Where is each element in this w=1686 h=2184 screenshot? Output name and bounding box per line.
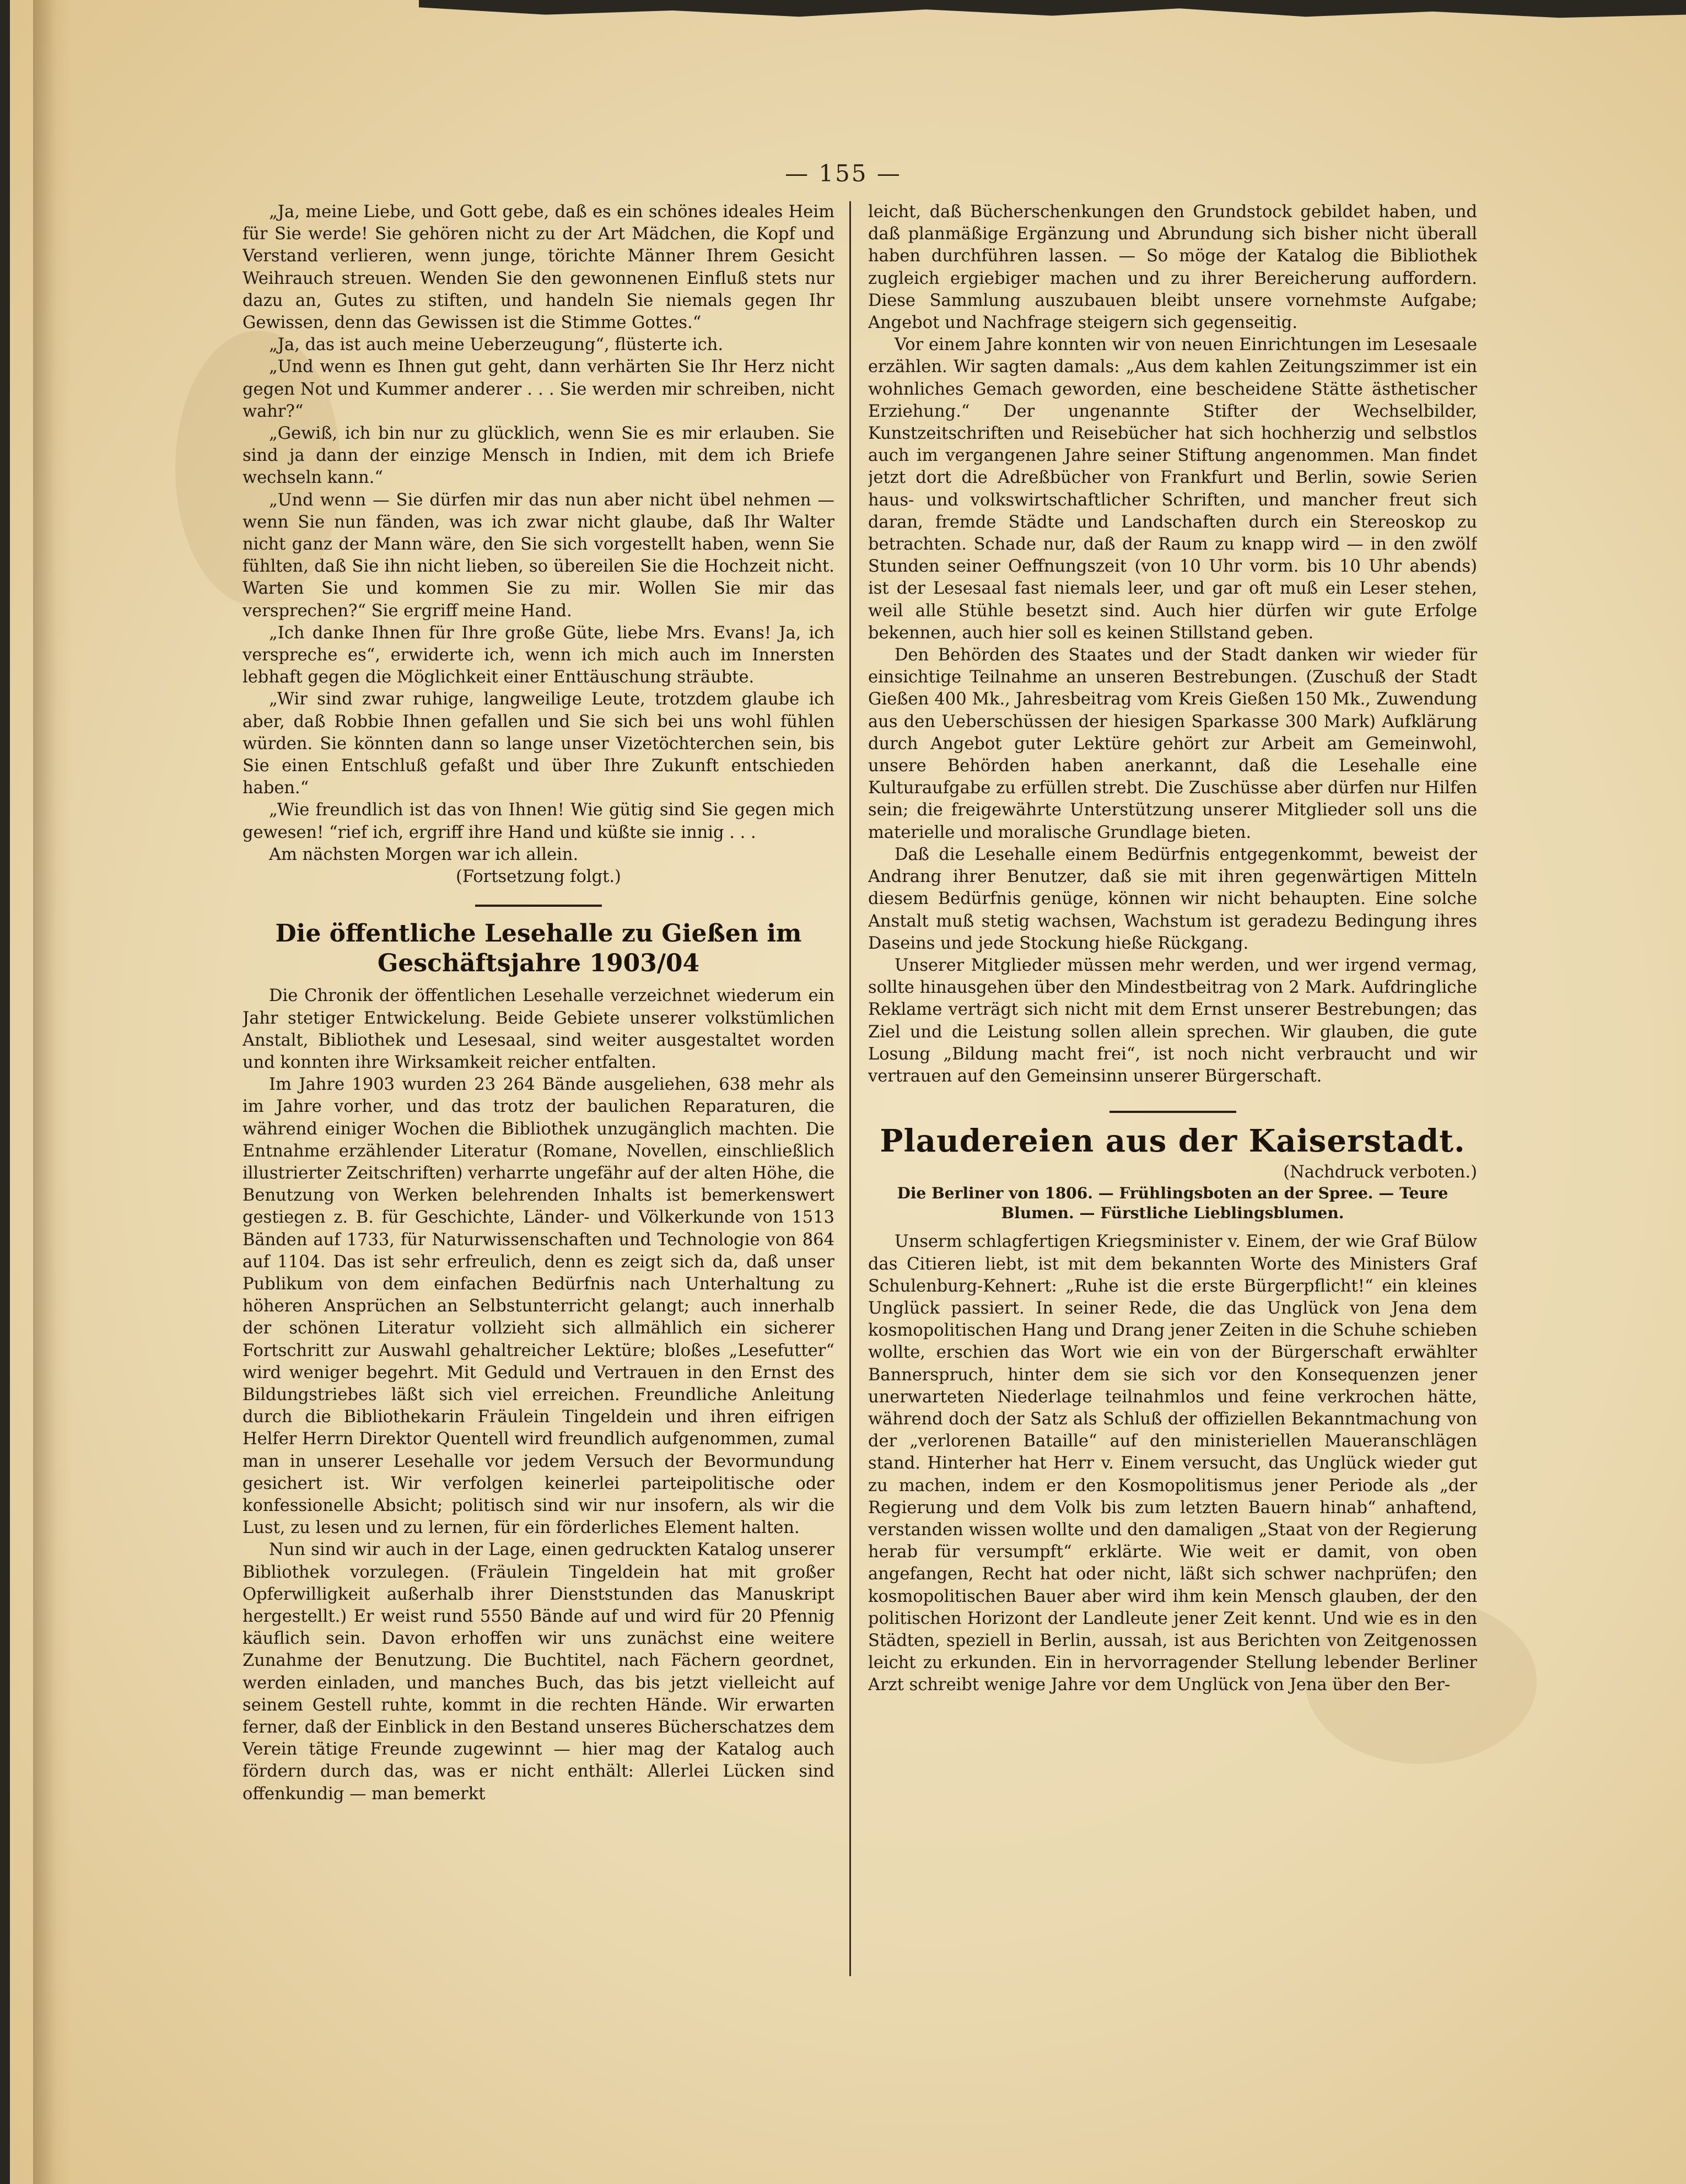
article-paragraph: Den Behörden des Staates und der Stadt danken wir wieder für einsichtige Teilnahme an unseren Bestrebungen. (Zuschuß der Stadt Gießen 400 Mk., Jahresbeitrag vom Kreis Gießen 150 Mk., Zuwendung aus den Ueberschüssen der hiesigen Sparkasse 300 Mark) Aufklärung durch Angebot guter Lektüre gehört zur Arbeit am Gemeinwohl, unsere Behörden haben anerkannt, daß die Lesehalle eine Kulturaufgabe zu erfüllen strebt. Die Zuschüsse aber dürfen nur Hilfen sein; die freigewährte Unterstützung unserer Mitglieder soll uns die materielle und moralische Grundlage bieten. [868, 645, 1477, 842]
article-paragraph: Nun sind wir auch in der Lage, einen gedruckten Katalog unserer Bibliothek vorzulegen. (Fräulein Tingeldein hat mit großer Opferwilligkeit außerhalb ihrer Dienststunden das Manuskript hergestellt.) Er weist rund 5550 Bände auf und wird für 20 Pfennig käuflich sein. Davon erhoffen wir uns zunächst eine weitere Zunahme der Benutzung. Die Buchtitel, nach Fächern geordnet, werden einladen, und manches Buch, das bis jetzt vielleicht auf seinem Gestell ruhte, kommt in die rechten Hände. Wir erwarten ferner, daß der Einblick in den Bestand unseres Bücherschatzes dem Verein tätige Freunde zugewinnt — hier mag der Katalog auch fördern durch das, was er nicht enthält: Allerlei Lücken sind offenkundig — man bemerkt [243, 1540, 834, 1804]
reprint-note: (Nachdruck verboten.) [1283, 1163, 1477, 1182]
appeal-paragraph: Unserer Mitglieder müssen mehr werden, und wer irgend vermag, sollte hinausgehen über den Mindestbeitrag von 2 Mark. Aufdringliche Reklame verträgt sich nicht mit dem Ernst unserer Bestrebungen; das Ziel und die Leistung sollen allein sprechen. Wir glauben, die gute Losung „Bildung macht frei“, ist noch nicht verbraucht und wir vertrauen auf den Gemeinsinn unserer Bürgerschaft. [868, 955, 1477, 1086]
story-paragraph: Am nächsten Morgen war ich allein. [269, 844, 579, 864]
left-column [243, 201, 834, 1965]
story-paragraph: „Gewiß, ich bin nur zu glücklich, wenn Sie es mir erlauben. Sie sind ja dann der einzige Mensch in Indien, mit dem ich Briefe wechseln kann.“ [243, 424, 834, 488]
article-title: Die öffentliche Lesehalle zu Gießen im Geschäftsjahre 1903/04 [275, 919, 802, 978]
story-paragraph: „Ja, meine Liebe, und Gott gebe, daß es ein schönes ideales Heim für Sie werde! Sie gehören nicht zu der Art Mädchen, die Kopf und Verstand verlieren, wenn junge, törichte Männer Ihrem Gesicht Weihrauch streuen. Wenden Sie den gewonnenen Einfluß stets nur dazu an, Gutes zu stiften, und handeln Sie niemals gegen Ihr Gewissen, denn das Gewissen ist die Stimme Gottes.“ [243, 202, 834, 333]
continuation-note: (Fortsetzung folgt.) [456, 867, 621, 887]
story-paragraph: „Und wenn — Sie dürfen mir das nun aber nicht übel nehmen — wenn Sie nun fänden, was ich zwar nicht glaube, daß Ihr Walter nicht ganz der Mann wäre, den Sie sich vorgestellt haben, wenn Sie fühlten, daß Sie ihn nicht lieben, so übereilen Sie die Hochzeit nicht. Warten Sie und kommen Sie zu mir. Wollen Sie mir das versprechen?“ Sie ergriff meine Hand. [243, 490, 834, 621]
column-rule [849, 201, 851, 1976]
story-paragraph: „Wir sind zwar ruhige, langweilige Leute, trotzdem glaube ich aber, daß Robbie Ihnen gefallen und Sie sich bei uns wohl fühlen würden. Sie könnten dann so lange unser Vizetöchterchen sein, bis Sie einen Entschluß gefaßt und über Ihre Zukunft entschieden haben.“ [243, 690, 834, 798]
feature-subtitle: Die Berliner von 1806. — Frühlingsboten an der Spree. — Teure Blumen. — Fürstliche Lieblingsblumen. [897, 1184, 1448, 1223]
story-paragraph: „Wie freundlich ist das von Ihnen! Wie gütig sind Sie gegen mich gewesen! “rief ich, ergriff ihre Hand und küßte sie innig . . . [243, 800, 834, 842]
story-paragraph: „Ich danke Ihnen für Ihre große Güte, liebe Mrs. Evans! Ja, ich verspreche es“, erwiderte ich, wenn ich mich auch im Innersten lebhaft gegen die Möglichkeit einer Enttäuschung sträubte. [243, 623, 834, 687]
article-paragraph: leicht, daß Bücherschenkungen den Grundstock gebildet haben, und daß planmäßige Ergänzung und Abrundung sich bisher nicht überall haben durchführen lassen. — So möge der Katalog die Bibliothek zugleich ergiebiger machen und zu ihrer Bereicherung auffordern. Diese Sammlung auszubauen bleibt unsere vornehmste Aufgabe; Angebot und Nachfrage steigern sich gegenseitig. [868, 202, 1477, 333]
section-divider [1109, 1111, 1236, 1113]
page-fold-shadow [33, 0, 72, 2184]
feature-paragraph: Unserm schlagfertigen Kriegsminister v. Einem, der wie Graf Bülow das Citieren liebt, ist mit dem bekannten Worte des Ministers Graf Schulenburg-Kehnert: „Ruhe ist die erste Bürgerpflicht!“ ein kleines Unglück passiert. In seiner Rede, die das Unglück von Jena dem kosmopolitischen Hang und Drang jener Zeiten in die Schuhe schieben wollte, erschien das Wort wie ein von der Bürgerschaft erwählter Bannerspruch, hinter dem sie sich vor den Konsequenzen jener unerwarteten Niederlage teilnahmlos und feine verkrochen hätte, während doch der Satz als Schluß der offiziellen Bekanntmachung von der „verlorenen Bataille“ auf den ministeriellen Maueranschlägen stand. Hinterher hat Herr v. Einem versucht, das Unglück wieder gut zu machen, indem er den Kosmopolitismus jener Periode als „der Regierung und dem Volk bis zum letzten Bauern hinab“ anhaftend, verstanden wissen wollte und den damaligen „Staat von der Regierung herab für versumpft“ erklärte. Wie weit er damit, von oben angefangen, Recht hat oder nicht, läßt sich schwer nachprüfen; den kosmopolitischen Bauer aber wird ihm kein Mensch glauben, der den politischen Horizont der Landleute jener Zeit kennt. Und wie es in den Städten, speziell in Berlin, aussah, ist aus Berichten von Zeitgenossen leicht zu erkunden. Ein in hervorragender Stellung lebender Berliner Arzt schreibt wenige Jahre vor dem Unglück von Jena über den Ber- [868, 1232, 1477, 1695]
page-number: — 155 — [785, 160, 902, 187]
article-paragraph: Vor einem Jahre konnten wir von neuen Einrichtungen im Lesesaale erzählen. Wir sagten damals: „Aus dem kahlen Zeitungszimmer ist ein wohnliches Gemach geworden, eine bescheidene Stätte ästhetischer Erziehung.“ Der ungenannte Stifter der Wechselbilder, Kunstzeitschriften und Reisebücher hat sich hochherzig und selbstlos auch im vergangenen Jahre seiner Stiftung angenommen. Man findet jetzt dort die Adreßbücher von Frankfurt und Berlin, sowie Serien haus- und volkswirtschaftlicher Schriften, und mancher freut sich daran, fremde Städte und Landschaften durch ein Stereoskop zu betrachten. Schade nur, daß der Raum zu knapp wird — in den zwölf Stunden seiner Oeffnungszeit (von 10 Uhr vorm. bis 10 Uhr abends) ist der Lesesaal fast niemals leer, und gar oft muß ein Leser stehen, weil alle Stühle besetzt sind. Auch hier dürfen wir gute Erfolge bekennen, auch hier soll es keinen Stillstand geben. [868, 335, 1477, 643]
story-paragraph: „Ja, das ist auch meine Ueberzeugung“, flüsterte ich. [269, 335, 724, 355]
article-paragraph: Im Jahre 1903 wurden 23 264 Bände ausgeliehen, 638 mehr als im Jahre vorher, und das trotz der baulichen Reparaturen, die während einiger Wochen die Bibliothek unzugänglich machten. Die Entnahme erzählender Literatur (Romane, Novellen, einschließlich illustrierter Zeitschriften) verharrte ungefähr auf der alten Höhe, die Benutzung von Werken belehrenden Inhalts ist bemerkenswert gestiegen z. B. für Geschichte, Länder- und Völkerkunde von 1513 Bänden auf 1733, für Naturwissenschaften und Technologie von 864 auf 1104. Das ist sehr erfreulich, denn es zeigt sich da, daß unser Publikum von dem einfachen Bedürfnis nach Unterhaltung zu höheren Ansprüchen an Selbstunterricht gelangt; auch innerhalb der schönen Literatur vollzieht sich allmählich ein sicherer Fortschritt zur Auswahl gehaltreicher Lektüre; bloßes „Lesefutter“ wird weniger begehrt. Mit Geduld und Vertrauen in den Ernst des Bildungstriebes läßt sich viel erreichen. Freundliche Anleitung durch die Bibliothekarin Fräulein Tingeldein und ihren eifrigen Helfer Herrn Direktor Quentell wird freundlich aufgenommen, zumal man in unserer Lesehalle vor jedem Versuch der Bevormundung gesichert ist. Wir verfolgen keinerlei parteipolitische oder konfessionelle Absicht; politisch sind wir nur insofern, als wir die Lust, zu lesen und zu lernen, für ein förderliches Element halten. [243, 1075, 834, 1538]
article-paragraph: Die Chronik der öffentlichen Lesehalle verzeichnet wiederum ein Jahr stetiger Entwickelung. Beide Gebiete unserer volkstümlichen Anstalt, Bibliothek und Lesesaal, sind weiter ausgestaltet worden und konnten ihre Wirksamkeit reicher entfalten. [243, 986, 834, 1072]
feature-title: Plaudereien aus der Kaiserstadt. [880, 1123, 1466, 1160]
story-paragraph: „Und wenn es Ihnen gut geht, dann verhärten Sie Ihr Herz nicht gegen Not und Kummer anderer . . . Sie werden mir schreiben, nicht wahr?“ [243, 357, 834, 421]
right-column [868, 201, 1477, 1965]
section-divider [475, 905, 602, 907]
article-paragraph: Daß die Lesehalle einem Bedürfnis entgegenkommt, beweist der Andrang ihrer Benutzer, daß sie mit ihren gegenwärtigen Mitteln diesem Bedürfnis genüge, können wir nicht behaupten. Eine solche Anstalt muß stetig wachsen, Wachstum ist geradezu Bedingung ihres Daseins und jede Stockung hieße Rückgang. [868, 844, 1477, 953]
